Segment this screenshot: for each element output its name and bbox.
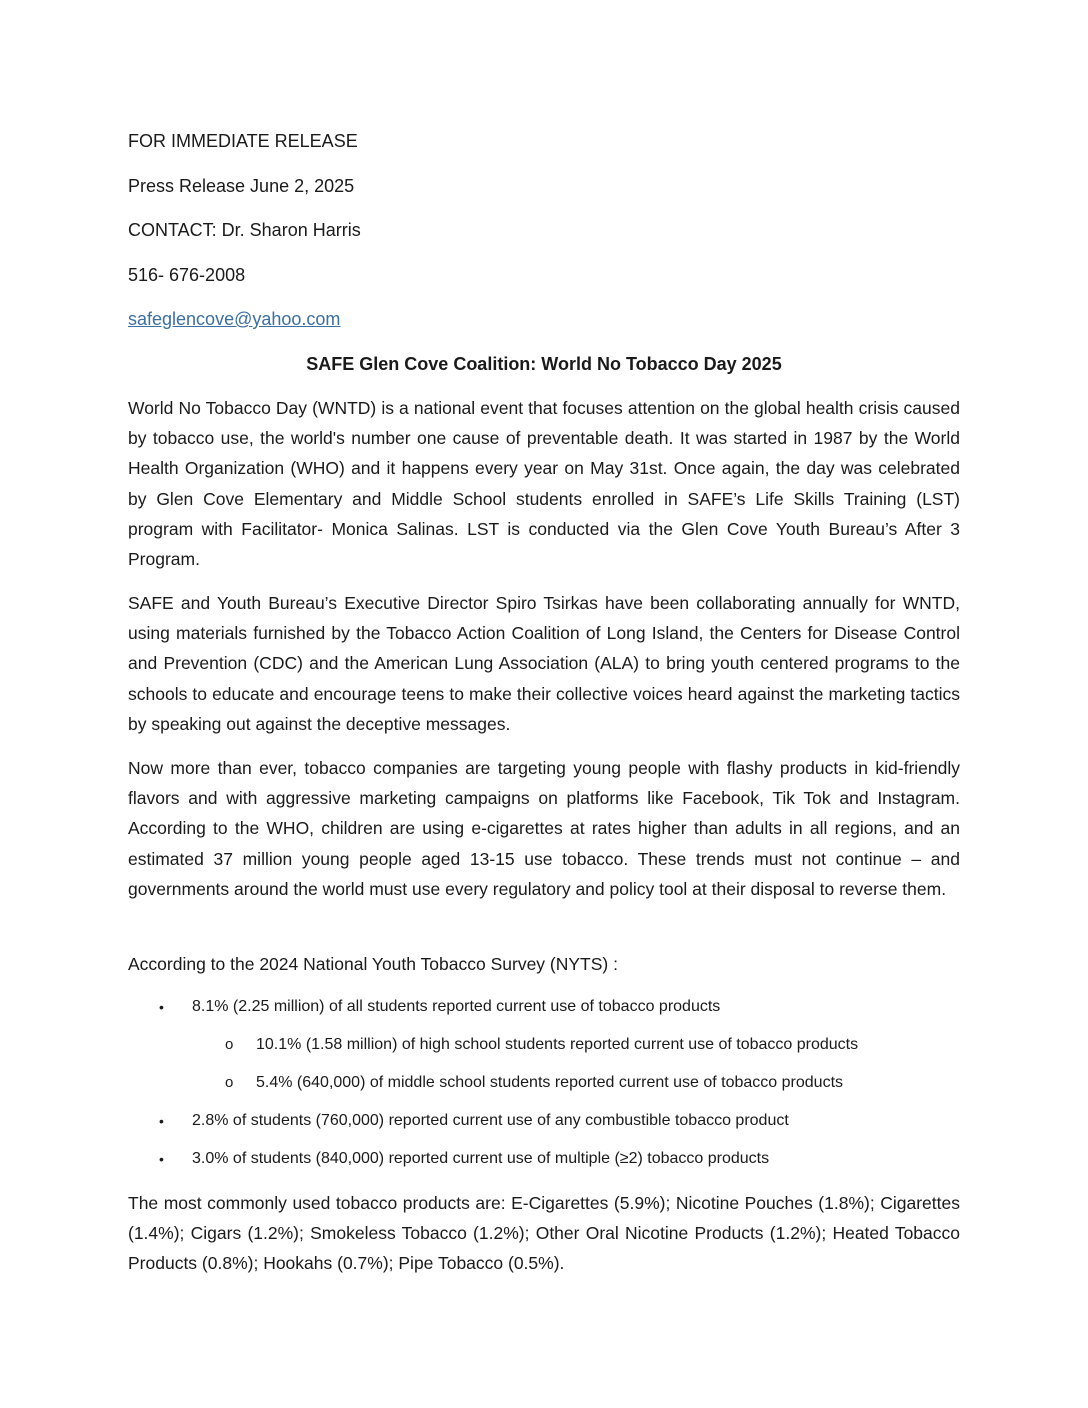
sub-bullet-mark: o: [225, 1036, 234, 1053]
sub-bullet-mark: o: [225, 1074, 234, 1091]
paragraph-wntd: World No Tobacco Day (WNTD) is a national event that focuses attention on the global health crisis caused by tobacco use, the world's number one cause of preventable death. It was started in 1987 by the World Health Organization (WHO) and it happens every year on May 31st. Once again, the day was celebrated by Glen Cove Elementary and Middle School students enrolled in SAFE’s Life Skills Training (LST) program with Facilitator- Monica Salinas. LST is conducted via the Glen Cove Youth Bureau’s After 3 Program.: [128, 398, 960, 570]
survey-intro: According to the 2024 National Youth Tobacco Survey (NYTS) :: [128, 954, 618, 974]
contact-line: CONTACT: Dr. Sharon Harris: [128, 220, 361, 240]
list-item-text: 8.1% (2.25 million) of all students reported current use of tobacco products: [192, 998, 721, 1015]
release-title: SAFE Glen Cove Coalition: World No Tobacco Day 2025: [306, 354, 782, 374]
list-item-text: 5.4% (640,000) of middle school students reported current use of tobacco products: [256, 1074, 844, 1091]
bullet-mark: •: [159, 1113, 164, 1129]
phone-number: 516- 676-2008: [128, 265, 246, 285]
press-release-date: Press Release June 2, 2025: [128, 176, 355, 196]
list-item: [225, 1072, 844, 1094]
bullet-mark: •: [159, 999, 164, 1015]
paragraph-products: The most commonly used tobacco products are: E-Cigarettes (5.9%); Nicotine Pouches (1.8%); Cigarettes (1.4%); Cigars (1.2%); Smokeless Tobacco (1.2%); Other Oral Nicotine Products (1.2%); Heated Tobacco Products (0.8%); Hookahs (0.7%); Pipe Tobacco (0.5%).: [128, 1193, 960, 1274]
list-item: [159, 996, 721, 1018]
list-item: [225, 1034, 859, 1056]
release-label: FOR IMMEDIATE RELEASE: [128, 131, 358, 151]
bullet-mark: •: [159, 1151, 164, 1167]
paragraph-collaboration: SAFE and Youth Bureau’s Executive Director Spiro Tsirkas have been collaborating annually for WNTD, using materials furnished by the Tobacco Action Coalition of Long Island, the Centers for Disease Control and Prevention (CDC) and the American Lung Association (ALA) to bring youth centered programs to the schools to educate and encourage teens to make their collective voices heard against the marketing tactics by speaking out against the deceptive messages.: [128, 593, 960, 734]
list-item-text: 3.0% of students (840,000) reported current use of multiple (≥2) tobacco products: [192, 1150, 770, 1167]
list-item: [159, 1110, 789, 1132]
list-item-text: 10.1% (1.58 million) of high school students reported current use of tobacco products: [256, 1036, 859, 1053]
paragraph-targeting: Now more than ever, tobacco companies are targeting young people with flashy products in kid-friendly flavors and with aggressive marketing campaigns on platforms like Facebook, Tik Tok and Instagram. According to the WHO, children are using e-cigarettes at rates higher than adults in all regions, and an estimated 37 million young people aged 13-15 use tobacco. These trends must not continue – and governments around the world must use every regulatory and policy tool at their disposal to reverse them.: [128, 758, 960, 899]
email-link[interactable]: safeglencove@yahoo.com: [128, 309, 341, 329]
list-item-text: 2.8% of students (760,000) reported current use of any combustible tobacco product: [192, 1112, 789, 1129]
list-item: [159, 1148, 770, 1170]
